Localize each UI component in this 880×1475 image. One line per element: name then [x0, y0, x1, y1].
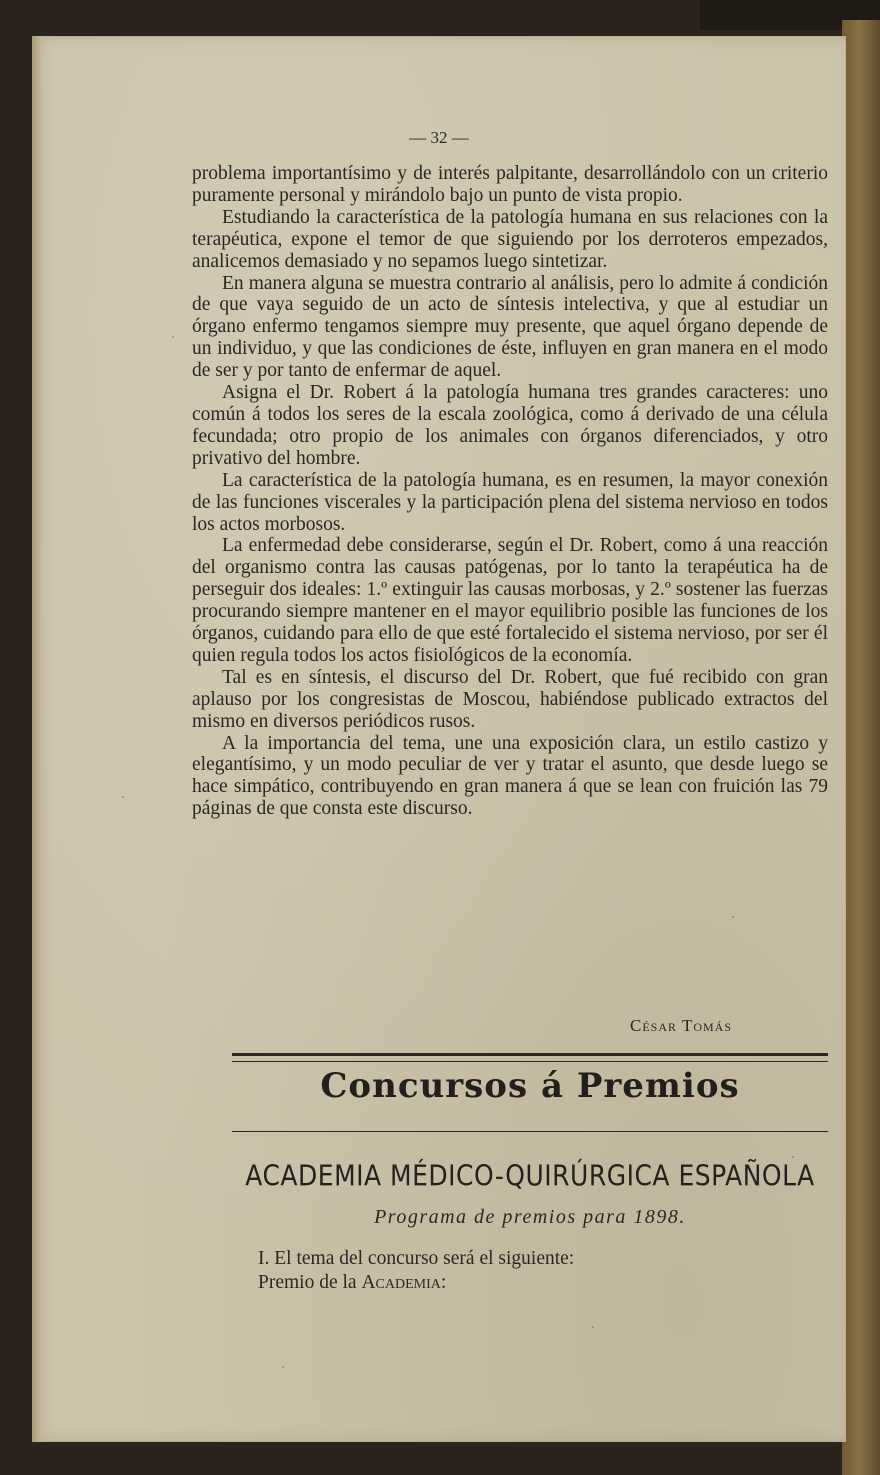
single-rule-divider	[232, 1131, 828, 1132]
paragraph-8: A la importancia del tema, une una exposición clara, un estilo castizo y elegantísimo, y un modo peculiar de ver y tratar el asunto, que desde luego se hace simpático, contribuyendo en gran manera á que se lean con fruición las 79 páginas de que consta este discurso.	[192, 732, 828, 820]
article-body	[192, 163, 828, 820]
program-subtitle: Programa de premios para 1898.	[374, 1206, 686, 1228]
author-signature: César Tomás	[630, 1016, 733, 1035]
paragraph-7: Tal es en síntesis, el discurso del Dr. Robert, que fué recibido con gran aplauso por los congresistas de Moscou, habiéndose publicado extractos del mismo en diversos periódicos rusos.	[192, 666, 828, 732]
book-board-edge	[842, 20, 880, 1475]
item-2-academia: Academia	[361, 1272, 441, 1293]
paragraph-2: Estudiando la característica de la patología humana en sus relaciones con la terapéutica, expone el temor de que siguiendo por los derroteros empezados, analicemos demasiado y no sepamos luego sintetizar.	[192, 206, 828, 272]
contest-item-1: I. El tema del concurso será el siguiente:	[258, 1248, 575, 1269]
page-number: — 32 —	[409, 128, 469, 147]
book-page	[32, 36, 846, 1442]
paragraph-3: En manera alguna se muestra contrario al análisis, pero lo admite á condición de que vaya seguido de un acto de síntesis intelectiva, y que al estudiar un órgano enfermo tengamos siempre muy presente, que aquel órgano depende de un individuo, y que las condiciones de éste, influyen en gran manera en el modo de ser y por tanto de enfermar de aquel.	[192, 272, 828, 382]
paragraph-5: La característica de la patología humana, es en resumen, la mayor conexión de las funciones viscerales y la participación plena del sistema nervioso en todos los actos morbosos.	[192, 469, 828, 535]
section-title: Concursos á Premios	[320, 1066, 740, 1106]
paragraph-6: La enfermedad debe considerarse, según el Dr. Robert, como á una reacción del organismo contra las causas patógenas, por lo tanto la terapéutica ha de perseguir dos ideales: 1.º extinguir las causas morbosas, y 2.º sostener las fuerzas procurando siempre mantener en el mayor equilibrio posible las funciones de los órganos, cuidando para ello de que esté fortalecido el sistema nervioso, por ser él quien regula todos los actos fisiológicos de la economía.	[192, 535, 828, 666]
double-rule-divider	[232, 1053, 828, 1062]
page-gutter	[32, 36, 42, 1442]
paragraph-4: Asigna el Dr. Robert á la patología humana tres grandes caracteres: uno común á todos los seres de la escala zoológica, como á derivado de una célula fecundada; otro propio de los animales con órganos diferenciados, y otro privativo del hombre.	[192, 382, 828, 469]
paragraph-1: problema importantísimo y de interés palpitante, desarrollándolo con un criterio puramente personal y mirándolo bajo un punto de vista propio.	[192, 163, 828, 206]
item-2-prefix: Premio de la	[258, 1272, 357, 1293]
contest-item-2	[258, 1272, 446, 1294]
academy-heading: ACADEMIA MÉDICO-QUIRÚRGICA ESPAÑOLA	[245, 1159, 815, 1193]
item-2-suffix: :	[440, 1272, 447, 1293]
